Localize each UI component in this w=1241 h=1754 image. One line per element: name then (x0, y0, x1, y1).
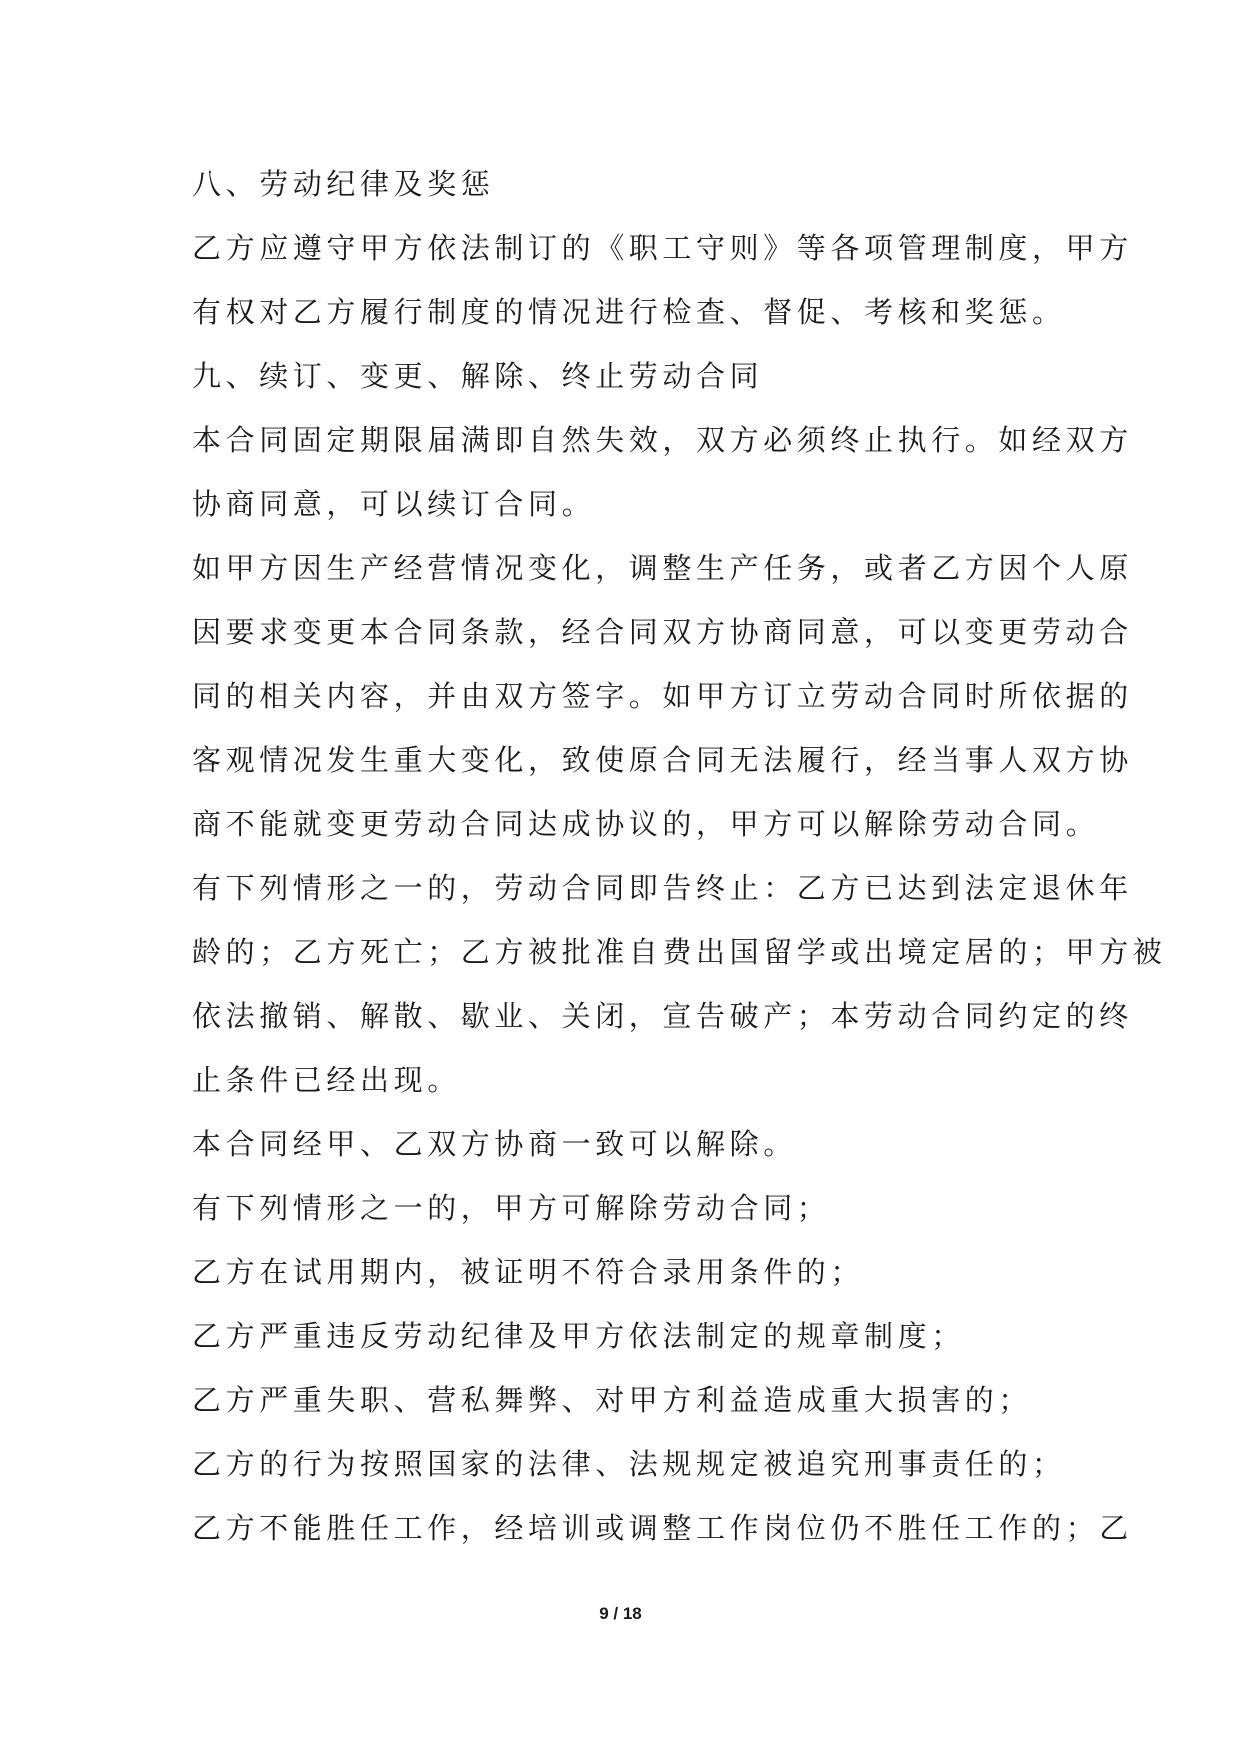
text-line: 如甲方因生产经营情况变化，调整生产任务，或者乙方因个人原 (192, 551, 1133, 585)
text-line: 乙方严重违反劳动纪律及甲方依法制定的规章制度； (192, 1319, 965, 1353)
section-heading: 九、续订、变更、解除、终止劳动合同 (192, 359, 764, 393)
text-line: 龄的；乙方死亡；乙方被批准自费出国留学或出境定居的；甲方被 (192, 935, 1167, 969)
page-number: 9 / 18 (599, 1604, 642, 1623)
section-heading: 八、劳动纪律及奖惩 (192, 167, 495, 201)
document-body (192, 152, 1167, 1560)
text-line: 止条件已经出现。 (192, 1063, 461, 1097)
text-line: 商不能就变更劳动合同达成协议的，甲方可以解除劳动合同。 (192, 807, 1100, 841)
text-line: 乙方严重失职、营私舞弊、对甲方利益造成重大损害的； (192, 1383, 1033, 1417)
text-line: 有权对乙方履行制度的情况进行检查、督促、考核和奖惩。 (192, 295, 1066, 329)
text-line: 客观情况发生重大变化，致使原合同无法履行，经当事人双方协 (192, 743, 1133, 777)
text-line: 本合同经甲、乙双方协商一致可以解除。 (192, 1127, 797, 1161)
text-line: 乙方应遵守甲方依法制订的《职工守则》等各项管理制度，甲方 (192, 231, 1133, 265)
text-line: 乙方的行为按照国家的法律、法规规定被追究刑事责任的； (192, 1447, 1066, 1481)
text-line: 协商同意，可以续订合同。 (192, 487, 596, 521)
text-line: 依法撤销、解散、歇业、关闭，宣告破产；本劳动合同约定的终 (192, 999, 1133, 1033)
text-line: 同的相关内容，并由双方签字。如甲方订立劳动合同时所依据的 (192, 679, 1133, 713)
text-line: 有下列情形之一的，劳动合同即告终止：乙方已达到法定退休年 (192, 871, 1133, 905)
text-line: 乙方不能胜任工作，经培训或调整工作岗位仍不胜任工作的；乙 (192, 1511, 1133, 1545)
text-line: 因要求变更本合同条款，经合同双方协商同意，可以变更劳动合 (192, 615, 1133, 649)
text-line: 本合同固定期限届满即自然失效，双方必须终止执行。如经双方 (192, 423, 1133, 457)
text-line: 有下列情形之一的，甲方可解除劳动合同； (192, 1191, 831, 1225)
text-line: 乙方在试用期内，被证明不符合录用条件的； (192, 1255, 865, 1289)
